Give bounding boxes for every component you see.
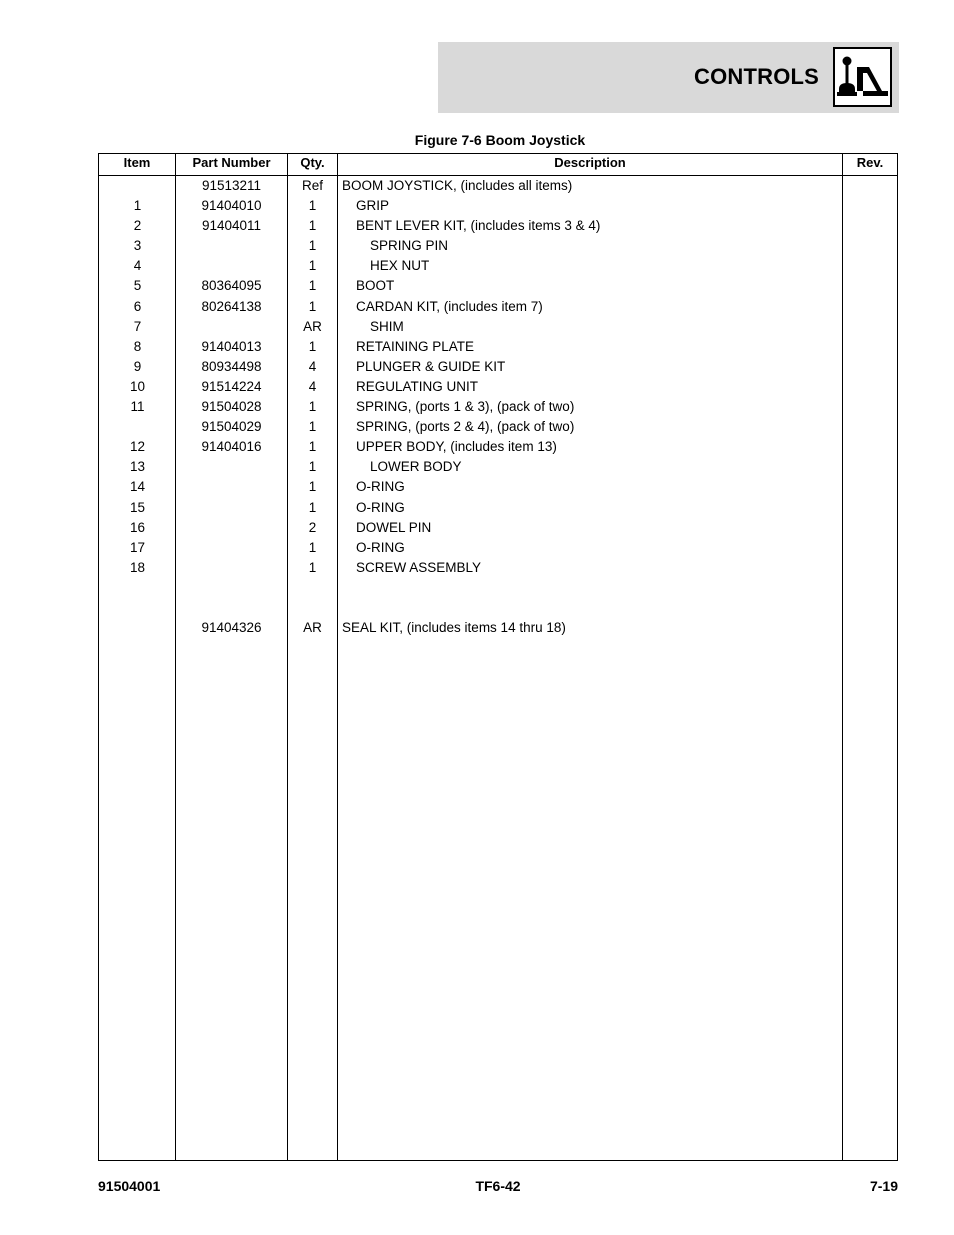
table-row — [99, 538, 897, 558]
quantity: 1 — [308, 539, 317, 555]
quantity: 1 — [308, 218, 317, 234]
description: BOOM JOYSTICK, (includes all items) — [342, 178, 573, 193]
description: SPRING, (ports 2 & 4), (pack of two) — [356, 419, 575, 435]
description: RETAINING PLATE — [356, 338, 475, 354]
part-number: 80934498 — [201, 358, 262, 374]
table-row — [99, 558, 897, 578]
quantity: 1 — [308, 298, 317, 314]
item-number: 6 — [133, 298, 142, 314]
description: SPRING PIN — [370, 238, 449, 254]
item-number: 1 — [133, 198, 142, 214]
description: PLUNGER & GUIDE KIT — [356, 358, 506, 374]
table-row — [99, 276, 897, 296]
table-row — [99, 598, 897, 618]
footer-page-number: 7-19 — [869, 1178, 898, 1194]
table-row — [99, 216, 897, 236]
table-row — [99, 196, 897, 216]
table-row — [99, 397, 897, 417]
part-number: 91404011 — [201, 218, 262, 234]
part-number: 91513211 — [201, 178, 262, 193]
item-number: 11 — [130, 399, 145, 415]
quantity: AR — [303, 318, 322, 334]
joystick-control-icon — [833, 47, 892, 107]
quantity: 1 — [308, 499, 317, 515]
description: DOWEL PIN — [356, 519, 432, 535]
table-row — [99, 618, 897, 638]
description: SEAL KIT, (includes items 14 thru 18) — [342, 620, 566, 636]
section-title: CONTROLS — [694, 64, 820, 89]
table-row — [99, 498, 897, 518]
item-number: 18 — [129, 559, 146, 575]
quantity: 1 — [308, 238, 317, 254]
description: GRIP — [356, 198, 390, 214]
part-number: 91504028 — [201, 399, 262, 415]
quantity: 1 — [308, 338, 317, 354]
description: O-RING — [356, 499, 405, 515]
quantity: 1 — [308, 479, 317, 495]
part-number: 91404326 — [201, 620, 262, 636]
description: O-RING — [356, 539, 405, 555]
item-number: 5 — [133, 278, 142, 294]
footer-page-code: TF6-42 — [475, 1178, 521, 1194]
quantity: 4 — [308, 358, 317, 374]
description: UPPER BODY, (includes item 13) — [356, 439, 557, 455]
column-header-item: Item — [123, 155, 151, 170]
description: SHIM — [370, 318, 404, 334]
item-number: 14 — [129, 479, 146, 495]
item-number: 16 — [129, 519, 146, 535]
item-number: 4 — [133, 258, 142, 274]
item-number: 15 — [129, 499, 146, 515]
figure-title: Figure 7-6 Boom Joystick — [414, 132, 586, 148]
table-row — [99, 377, 897, 397]
table-row — [99, 417, 897, 437]
quantity: 1 — [308, 258, 317, 274]
part-number: 80264138 — [201, 298, 262, 314]
quantity: 1 — [308, 459, 317, 475]
table-body — [99, 176, 897, 638]
table-row — [99, 317, 897, 337]
part-number: 91404013 — [201, 338, 262, 354]
part-number: 91404010 — [201, 198, 262, 214]
table-row — [99, 457, 897, 477]
quantity: 1 — [308, 198, 317, 214]
item-number: 3 — [133, 238, 142, 254]
table-row — [99, 437, 897, 457]
item-number: 8 — [133, 338, 142, 354]
column-header-description: Description — [554, 155, 626, 170]
table-row — [99, 357, 897, 377]
part-number: 91404016 — [201, 439, 262, 455]
part-number: 91514224 — [201, 378, 262, 394]
table-row — [99, 176, 897, 196]
quantity: 1 — [308, 419, 317, 435]
quantity: 2 — [308, 519, 317, 535]
table-row — [99, 256, 897, 276]
section-header-banner — [438, 42, 899, 113]
column-header-rev: Rev. — [856, 155, 884, 170]
table-row — [99, 477, 897, 497]
description: BENT LEVER KIT, (includes items 3 & 4) — [356, 218, 601, 234]
part-number: 80364095 — [201, 278, 262, 294]
table-row — [99, 297, 897, 317]
quantity: 4 — [308, 378, 317, 394]
item-number: 12 — [129, 439, 146, 455]
quantity: 1 — [308, 439, 317, 455]
item-number: 13 — [129, 459, 146, 475]
quantity: 1 — [308, 278, 317, 294]
item-number: 10 — [129, 378, 146, 394]
column-header-qty: Qty. — [300, 155, 325, 170]
quantity: AR — [303, 620, 322, 636]
table-row — [99, 337, 897, 357]
quantity: 1 — [308, 559, 317, 575]
description: SPRING, (ports 1 & 3), (pack of two) — [356, 399, 575, 415]
item-number: 9 — [133, 358, 142, 374]
part-number: 91504029 — [201, 419, 262, 435]
description: HEX NUT — [370, 258, 430, 274]
description: REGULATING UNIT — [356, 378, 479, 394]
description: LOWER BODY — [370, 459, 462, 475]
description: O-RING — [356, 479, 405, 495]
table-row — [99, 578, 897, 598]
column-header-part-number: Part Number — [192, 155, 271, 170]
description: CARDAN KIT, (includes item 7) — [356, 298, 543, 314]
item-number: 7 — [133, 318, 142, 334]
footer-document-number: 91504001 — [98, 1178, 161, 1194]
item-number: 17 — [129, 539, 146, 555]
description: BOOT — [356, 278, 395, 294]
description: SCREW ASSEMBLY — [356, 559, 482, 575]
item-number: 2 — [133, 218, 142, 234]
parts-table — [98, 153, 898, 1161]
table-row — [99, 518, 897, 538]
quantity: 1 — [308, 399, 317, 415]
table-row — [99, 236, 897, 256]
quantity: Ref — [301, 178, 323, 193]
